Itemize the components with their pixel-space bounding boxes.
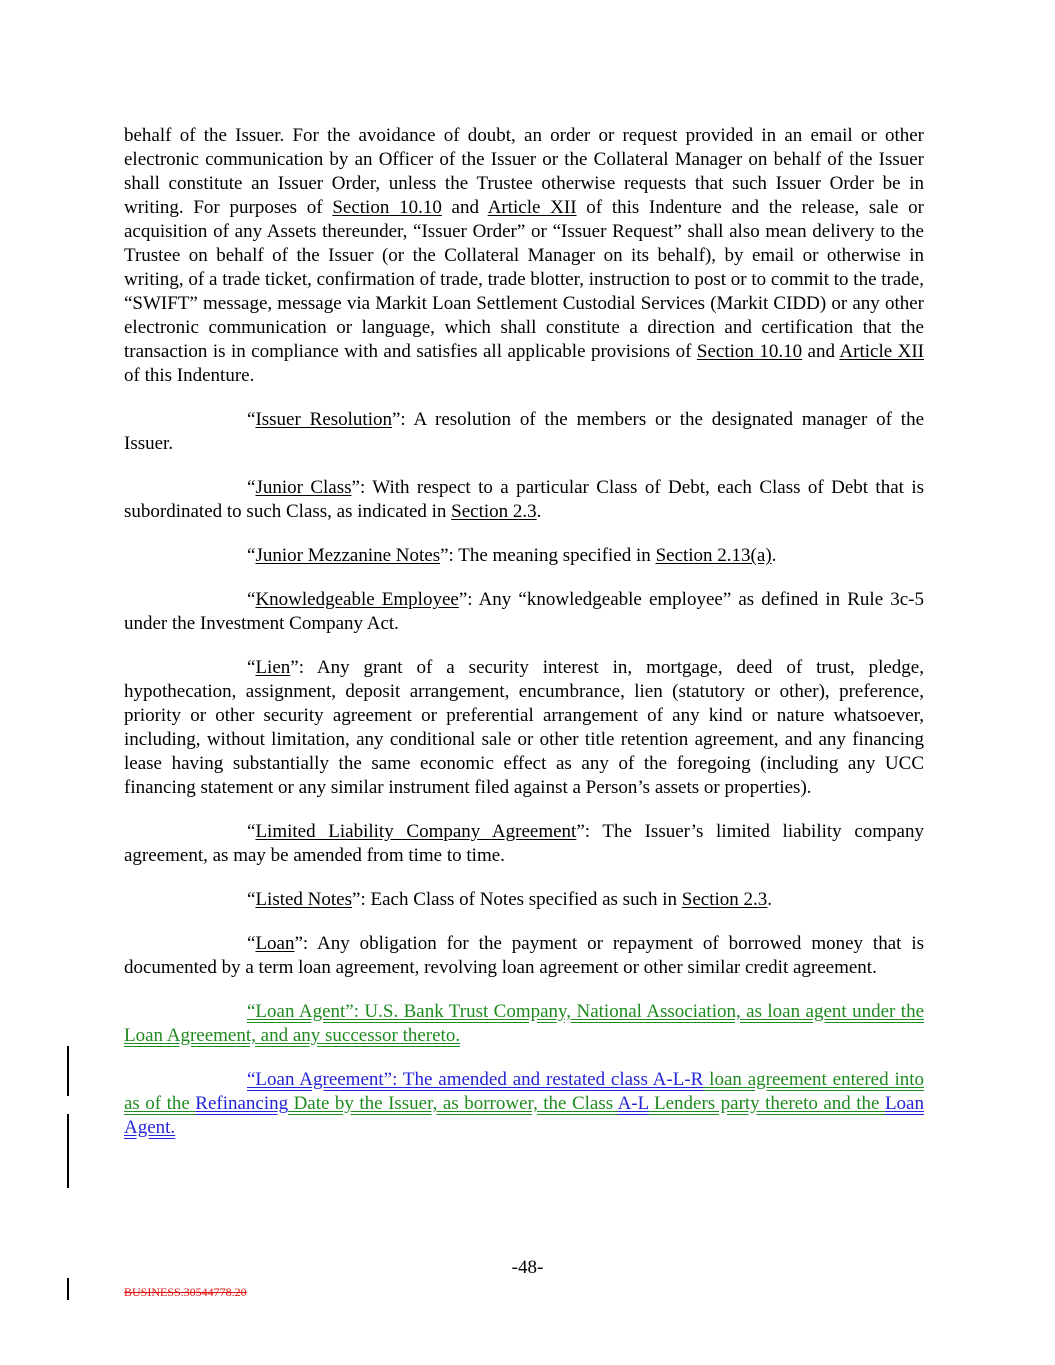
- cross-reference: Junior Mezzanine Notes: [255, 545, 441, 566]
- text-run: and: [441, 197, 488, 218]
- text-run: ”: Each Class of Notes specified as such in: [352, 889, 682, 910]
- text-run: ”: The meaning specified in: [440, 545, 656, 566]
- inserted-text: “Loan Agent”: U.S. Bank Trust Company, National Association, as loan agent under the Loan Agreement, and any successor thereto.: [124, 1001, 924, 1046]
- document-body: [124, 124, 924, 1160]
- text-run: “: [247, 545, 256, 566]
- cross-reference: Article XII: [487, 197, 577, 218]
- cross-reference: Section 2.3: [451, 501, 537, 522]
- page-number: -48-: [511, 1257, 544, 1278]
- inserted-text: Loan Agent.: [124, 1093, 924, 1138]
- text-run: of this Indenture and the release, sale or acquisition of any Assets thereunder, “Issuer Order” or “Issuer Request” shall also mean delivery to the Trustee on behalf of the Issuer (or the Collateral Manager on its behalf), by email or otherwise in writing, of a trade ticket, confirmation of trade, trade blotter, instruction to post or to commit to the trade, “SWIFT” message, message via Markit Loan Settlement Custodial Services (Markit CIDD) or any other electronic communication or language, which shall constitute a direction and certification that the transaction is in compliance with and satisfies all applicable provisions of: [124, 197, 925, 362]
- text-run: “: [247, 889, 256, 910]
- text-run: “: [247, 477, 256, 498]
- text-run: ”: Any obligation for the payment or repayment of borrowed money that is documented by a term loan agreement, revolving loan agreement or other similar credit agreement.: [124, 933, 924, 978]
- text-run: “: [247, 657, 256, 678]
- cross-reference: Lien: [255, 657, 291, 678]
- cross-reference: Junior Class: [255, 477, 352, 498]
- definition-paragraph: [124, 124, 924, 388]
- cross-reference: Section 2.3: [681, 889, 768, 910]
- text-run: “: [247, 933, 256, 954]
- cross-reference: Knowledgeable Employee: [255, 589, 459, 610]
- inserted-definition-paragraph: [124, 1000, 924, 1048]
- text-run: of this Indenture.: [124, 365, 255, 386]
- text-run: ”: Any grant of a security interest in, mortgage, deed of trust, pledge, hypothecation, assignment, deposit arrangement, encumbrance, lien (statutory or other), preference, priority or other security agreement or preferential arrangement of any kind or nature whatsoever, including, without limitation, any conditional sale or other title retention agreement, and any financing lease having substantially the same economic effect as any of the foregoing (including any UCC financing statement or any similar instrument filed against a Person’s assets or properties).: [124, 657, 924, 798]
- text-run: .: [771, 545, 777, 566]
- footer-doc-id-deleted: BUSINESS.30544778.20: [124, 1285, 247, 1299]
- text-run: ”: A resolution of the members or the designated manager of the Issuer.: [124, 409, 924, 454]
- inserted-text: A-L: [617, 1093, 649, 1114]
- cross-reference: Issuer Resolution: [255, 409, 392, 430]
- inserted-text: Date by the Issuer, as borrower, the Class: [288, 1093, 618, 1114]
- inserted-text: Lenders party thereto and the: [648, 1093, 885, 1114]
- cross-reference: Section 10.10: [332, 197, 442, 218]
- inserted-text: loan agreement entered into as of the: [124, 1069, 924, 1114]
- cross-reference: Section 10.10: [696, 341, 803, 362]
- text-run: “: [247, 821, 256, 842]
- text-run: “: [247, 409, 256, 430]
- text-run: ”: With respect to a particular Class of Debt, each Class of Debt that is subordinated to such Class, as indicated in: [124, 477, 924, 522]
- cross-reference: Loan: [255, 933, 295, 954]
- text-run: ”: Any “knowledgeable employee” as defined in Rule 3c-5 under the Investment Company Act.: [124, 589, 925, 634]
- definition-paragraph: [124, 932, 924, 980]
- text-run: ”: The Issuer’s limited liability company agreement, as may be amended from time to time.: [124, 821, 924, 866]
- definition-paragraph: [124, 408, 924, 456]
- definition-paragraph: [124, 888, 924, 912]
- text-run: behalf of the Issuer. For the avoidance of doubt, an order or request provided in an email or other electronic communication by an Officer of the Issuer or the Collateral Manager on behalf of the Issuer shall constitute an Issuer Order, unless the Trustee otherwise requests that such Issuer Order be in writing. For purposes of: [124, 125, 924, 218]
- definition-paragraph: [124, 656, 924, 800]
- cross-reference: Article XII: [839, 341, 924, 362]
- definition-paragraph: [124, 544, 924, 568]
- inserted-text: “Loan Agreement”: The amended and restated class A-L-R: [247, 1069, 704, 1090]
- cross-reference: Listed Notes: [255, 889, 353, 910]
- inserted-definition-paragraph: [124, 1068, 924, 1140]
- change-bar: [67, 1114, 69, 1188]
- definition-paragraph: [124, 476, 924, 524]
- definition-paragraph: [124, 820, 924, 868]
- cross-reference: Limited Liability Company Agreement: [255, 821, 577, 842]
- change-bar: [67, 1046, 69, 1096]
- text-run: and: [802, 341, 840, 362]
- cross-reference: Section 2.13(a): [655, 545, 772, 566]
- text-run: .: [536, 501, 542, 522]
- text-run: “: [247, 589, 256, 610]
- change-bar: [67, 1278, 69, 1300]
- text-run: .: [767, 889, 773, 910]
- inserted-text: Refinancing: [195, 1093, 289, 1114]
- definition-paragraph: [124, 588, 924, 636]
